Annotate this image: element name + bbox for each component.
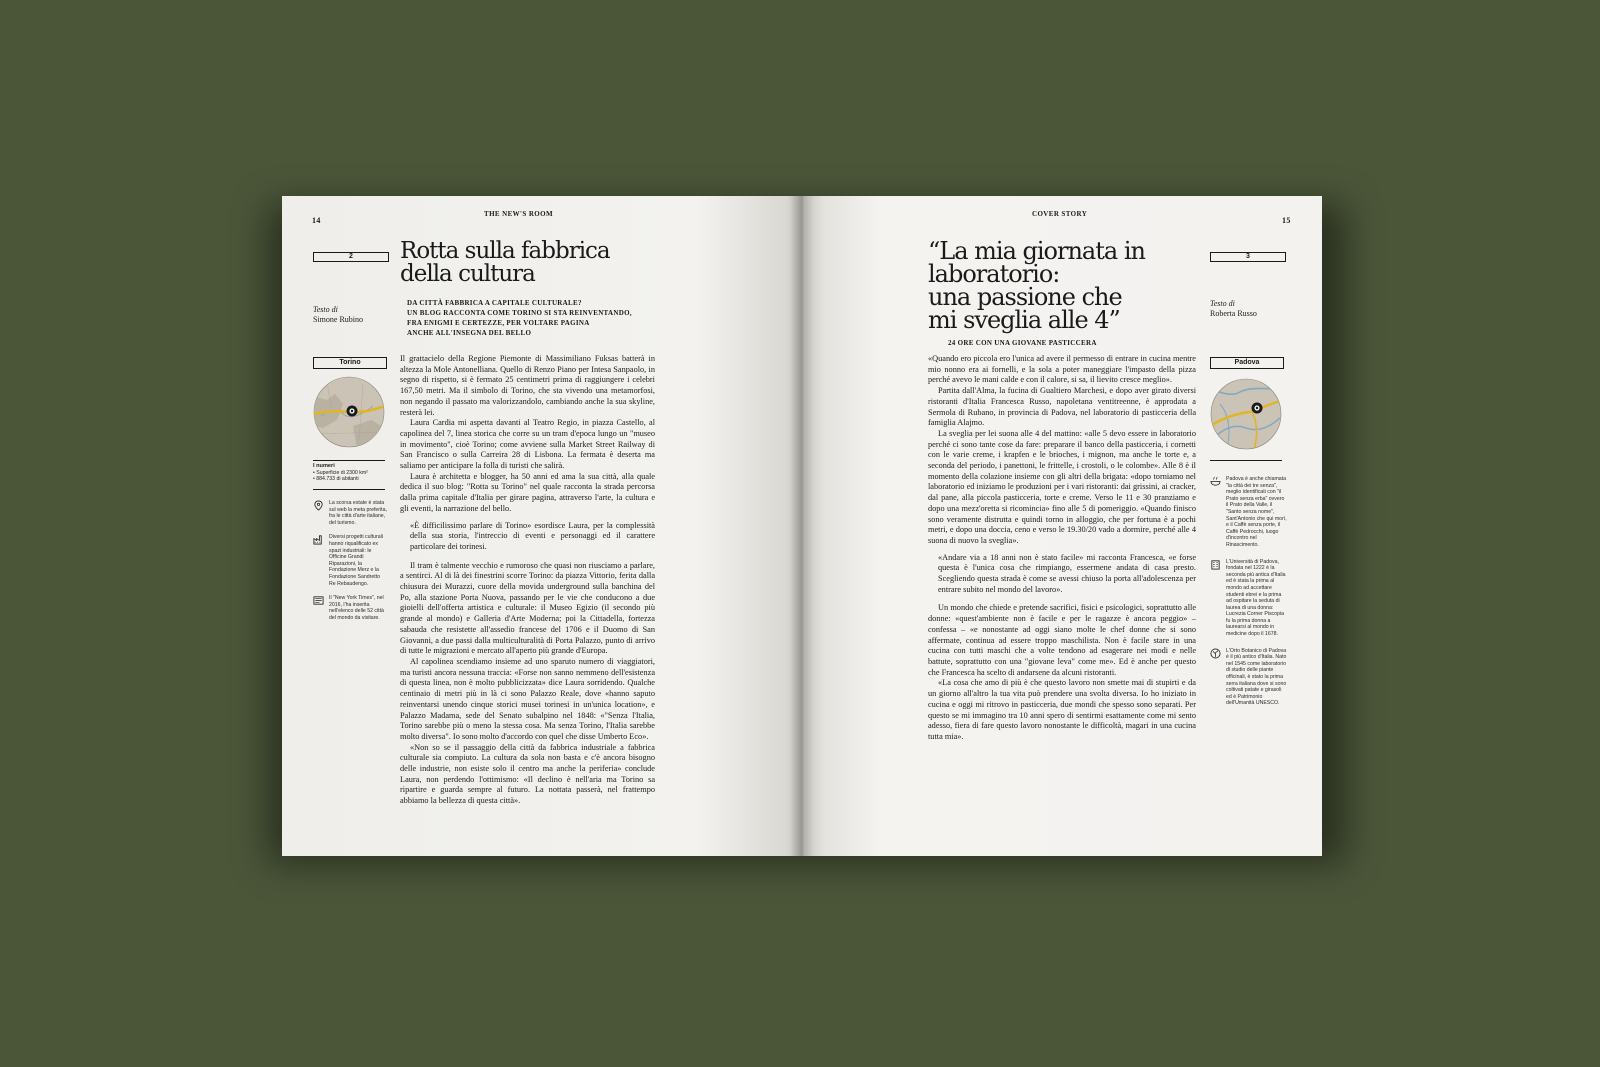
newspaper-icon: [313, 595, 324, 606]
sidebar-note-text: Diversi progetti culturali hanno riqualificato ex spazi industriali: le Officine Grandi Riparazioni, la Fondazione Merz e la Fondazione Sandretto Re Rebaudengo.: [329, 534, 383, 587]
sidebar-note-text: L'Università di Padova, fondata nel 1222 è la seconda più antica d'Italia ed è stata la prima al mondo ad accettare studenti ebrei e la prima ad ospitare la seduta di laurea di una donna: Lucrezia Corner Piscopia fu la prima donna a laurearsi al mondo in medicine dopo il 1678.: [1226, 558, 1286, 638]
city-label: Torino: [313, 357, 387, 369]
section-number-box: 2: [313, 252, 389, 262]
sidebar-note: [313, 534, 387, 587]
article-title: [400, 240, 610, 286]
city-label: Padova: [1210, 357, 1284, 369]
body-quote: «Andare via a 18 anni non è stato facile» mi racconta Francesca, «e forse questa è l'unica cosa che rimpiango, essermene andata di casa presto. Scegliendo questa strada è come se avessi chiuso la porta all'adolescenza per entrare subito nel mondo del lavoro».: [938, 552, 1196, 594]
body-paragraph: Partita dall'Alma, la fucina di Gualtiero Marchesi, e dopo aver girato diversi ristoranti d'Italia Francesca Russo, napoletana ventitreenne, è approdata a Sermola di Rubano, in provincia di Padova, nel laboratorio di pasticceria della famiglia Alajmo.: [928, 386, 1196, 428]
title-line: mi sveglia alle 4”: [928, 306, 1120, 334]
article-dek: 24 ORE CON UNA GIOVANE PASTICCERA: [948, 339, 1097, 347]
dek-line: UN BLOG RACCONTA COME TORINO SI STA REINVENTANDO,: [407, 309, 632, 317]
running-head: THE NEW'S ROOM: [484, 210, 553, 218]
body-paragraph: Il grattacielo della Regione Piemonte di Massimiliano Fuksas batterà in altezza la Mole Antonelliana. Quello di Renzo Piano per Intesa Sanpaolo, in segno di rispetto, si è fermato 25 centimetri prima di raggiungere i celebri 167,50 metri. Ma il simbolo di Torino, che sta vivendo una metamorfosi, non negando il passato ma valorizzandolo, cambiando anche la sua skyline, resterà lei.: [400, 354, 655, 417]
body-paragraph: «Quando ero piccola ero l'unica ad avere il permesso di entrare in cucina mentre mio nonno era ai fornelli, e la sola a poter maneggiare l'impasto della pizza perché avevo le mani calde e con il calore, si sa, il lievito cresce meglio».: [928, 354, 1196, 385]
section-number-box: 3: [1210, 252, 1286, 262]
sidebar-note: [1210, 559, 1288, 638]
sidebar-note: [1210, 476, 1288, 549]
dek-line: DA CITTÀ FABBRICA A CAPITALE CULTURALE?: [407, 299, 582, 307]
title-line: “La mia giornata in: [928, 237, 1145, 265]
plant-icon: [1210, 648, 1221, 659]
body-paragraph: «Non so se il passaggio della città da fabbrica industriale a fabbrica culturale sia compiuto. La cultura da sola non basta e c'è ancora bisogno delle industrie, non esiste solo il centro ma anche la periferia» conclude Laura, non perdendo l'ottimismo: «Il declino è nell'aria ma Torino sa ripartire e guarda sempre al futuro. La nottata passerà, nel frattempo abbiamo la bellezza di questa città».: [400, 742, 655, 806]
dek-line: ANCHE ALL'INSEGNA DEL BELLO: [407, 329, 532, 337]
byline-label: Testo di: [313, 305, 338, 314]
article-body: [928, 354, 1196, 743]
page-number: 14: [312, 216, 321, 225]
title-line: della cultura: [400, 261, 535, 287]
sidebar-notes: [313, 500, 387, 630]
padova-map: [1210, 378, 1282, 450]
right-page: [802, 196, 1322, 856]
sidebar-note: [1210, 648, 1288, 707]
byline: [1210, 299, 1257, 319]
sidebar-note-text: La scorsa estate è stata sul web la meta preferita, fra le città d'arte italiane, del turismo.: [329, 500, 387, 526]
sidebar-notes: [1210, 476, 1288, 715]
numbers-box: [313, 460, 385, 483]
body-paragraph: Un mondo che chiede e pretende sacrifici, fisici e psicologici, soprattutto alle donne: «quest'ambiente non è facile e per le ragazze è ancora peggio» – confessa – «e nonostante ad oggi siano molte le chef donne che si sono affermate, continua ad essere troppo maschilista. Non è facile stare in una cucina con tutti maschi che a volte tendono ad esagerare nei modi e nelle battute, soprattutto con una "giovane leva" come me». Ed è anche per questo che Francesca ha scelto di andarsene da alcuni ristoranti.: [928, 603, 1196, 677]
numbers-item: • 884.733 di abitanti: [313, 476, 359, 483]
spine-fold: [790, 196, 814, 856]
building-icon: [1210, 559, 1221, 570]
body-paragraph: «La cosa che amo di più è che questo lavoro non smette mai di stupirti e da un giorno all'altro la tua vita può prendere una svolta diversa. Io ho iniziato in cucina e oggi mi ritrovo in pasticceria, due mondi che spesso sono separati. Per questo se mi immagino tra 10 anni spero di sentirmi esattamente come mi sento adesso, fiera di fare questo lavoro nonostante le difficoltà, magari in una cucina tutta mia».: [928, 678, 1196, 741]
page-number: 15: [1282, 216, 1291, 225]
dek-line: FRA ENIGMI E CERTEZZE, PER VOLTARE PAGINA: [407, 319, 590, 327]
body-quote: «È difficilissimo parlare di Torino» esordisce Laura, per la complessità della sua storia, l'intreccio di eventi e personaggi ed il carattere particolare dei torinesi.: [410, 520, 655, 551]
sidebar-note-text: Padova è anche chiamata "la città dei tre senza", meglio identificati con "il Prato senza erba" ovvero il Prato della Valle, il "Santo senza nome", Sant'Antonio che qui morì, e il Caffè senza porte, il Caffè Pedrocchi, luogo d'incontro nel Rinascimento.: [1226, 476, 1287, 548]
byline-name: Roberta Russo: [1210, 309, 1257, 318]
torino-map: [313, 376, 385, 448]
numbers-title: I numeri: [313, 463, 335, 469]
map-pin-icon: [313, 500, 324, 511]
body-paragraph: Il tram è talmente vecchio e rumoroso che quasi non riusciamo a parlare, a sentirci. Al di là dei finestrini scorre Torino: da piazza Vittorio, ferita dalla chiusura dei Murazzi, cuore della movida underground sulla banchina del Po, alla stazione Porta Nuova, passando per le vie che conducono a due gioielli dell'offerta artistica e culturale: il Museo Egizio (il secondo più grande al mondo) e Galleria d'Arte Moderna; poi la Cittadella, fortezza sabauda che resistette all'assedio francese del 1706 e il Duomo di San Giovanni, a due passi dalla multiculturalità di Porta Palazzo, punto di arrivo di tutte le migrazioni e mercato all'aperto più grande d'Europa.: [400, 560, 655, 656]
sidebar-note-text: L'Orto Botanico di Padova è il più antico d'Italia. Nato nel 1545 come laboratorio di studio delle piante officinali, è stato la prima serra italiana dove si sono coltivati patate e girasoli ed è Patrimonio dell'Umanità UNESCO.: [1226, 647, 1287, 707]
byline-name: Simone Rubino: [313, 315, 364, 324]
byline-label: Testo di: [1210, 299, 1235, 308]
magazine-spread: [282, 196, 1322, 856]
sidebar-note: [313, 595, 387, 621]
title-line: Rotta sulla fabbrica: [400, 238, 610, 264]
running-head: COVER STORY: [1032, 210, 1088, 218]
article-body: [400, 354, 655, 807]
body-paragraph: La sveglia per lei suona alle 4 del mattino: «alle 5 devo essere in laboratorio perché ci sono tante cose da fare: preparare il banco della pasticceria, i cornetti con le varie creme, i krapfen e le brioches, i mignon, ma anche le torte e, a seconda del periodo, i panettoni, le frittelle, i crostoli, o le colombe». Alle 8 è il momento della colazione insieme con gli altri della brigata: «dopo torniamo nel laboratorio ed iniziamo le produzioni per i vari ristoranti: dai grissini, ai cracker, dal pane, alla piccola pasticceria, torte e creme. Verso le 11 e 30 pranziamo e dopo una mezz'oretta si ricomincia» fino alle 5 di pomeriggio. «Quando finisco sono veramente distrutta e quindi torno in alloggio, che per fortuna è a pochi metri, e dopo una doccia, ceno e verso le 19.30/20 vado a dormire, perché alle 4 suona di nuovo la sveglia».: [928, 428, 1196, 545]
body-paragraph: Al capolinea scendiamo insieme ad uno sparuto numero di viaggiatori, ma turisti ancora nessuna traccia: «Forse non sanno nemmeno dell'esistenza di questa linea, non è molto pubblicizzata» dice Laura sorridendo. Qualche centinaio di metri più in là ci sono Palazzo Reale, dove «hanno saputo reinventarsi unendo cinque storici musei torinesi in un'unica location», e Palazzo Madama, sede del Senato subalpino nel 1848: «"Senza l'Italia, Torino sarebbe più o meno la stessa cosa. Ma senza Torino, l'Italia sarebbe molto diversa". Io sono molto d'accordo con quel che disse Umberto Eco».: [400, 656, 655, 741]
body-paragraph: Laura Cardia mi aspetta davanti al Teatro Regio, in piazza Castello, al capolinea del 7, linea storica che corre su un tram d'epoca lungo un "museo in movimento", cioè Torino; come avviene sulla Market Street Railway di San Francisco o sulla Carreira 28 di Lisbona. La fermata è deserta ma saliamo per anticipare la folla di turisti che salirà.: [400, 418, 655, 471]
byline: [313, 305, 363, 325]
sidebar-divider: [1210, 460, 1282, 461]
body-paragraph: Laura è architetta e blogger, ha 50 anni ed ama la sua città, alla quale dedica il suo blog: "Rotta su Torino" nel quale racconta la strada percorsa dalla prima capitale d'Italia per girare pagina, attraverso l'arte, la cultura e gli eventi, la narrazione del bello.: [400, 471, 655, 513]
numbers-item: • Superficie di 2300 km²: [313, 469, 368, 476]
title-line: laboratorio:: [928, 260, 1060, 288]
article-title: [928, 237, 1145, 334]
factory-icon: [313, 534, 324, 545]
sidebar-note: [313, 500, 387, 526]
title-line: una passione che: [928, 283, 1122, 311]
sidebar-divider: [313, 489, 385, 490]
sidebar-note-text: Il "New York Times", nel 2016, l'ha inserita nell'elenco delle 52 città del mondo da visitare.: [329, 595, 384, 621]
article-dek: [407, 298, 632, 338]
left-page: [282, 196, 802, 856]
food-bowl-icon: [1210, 476, 1221, 487]
